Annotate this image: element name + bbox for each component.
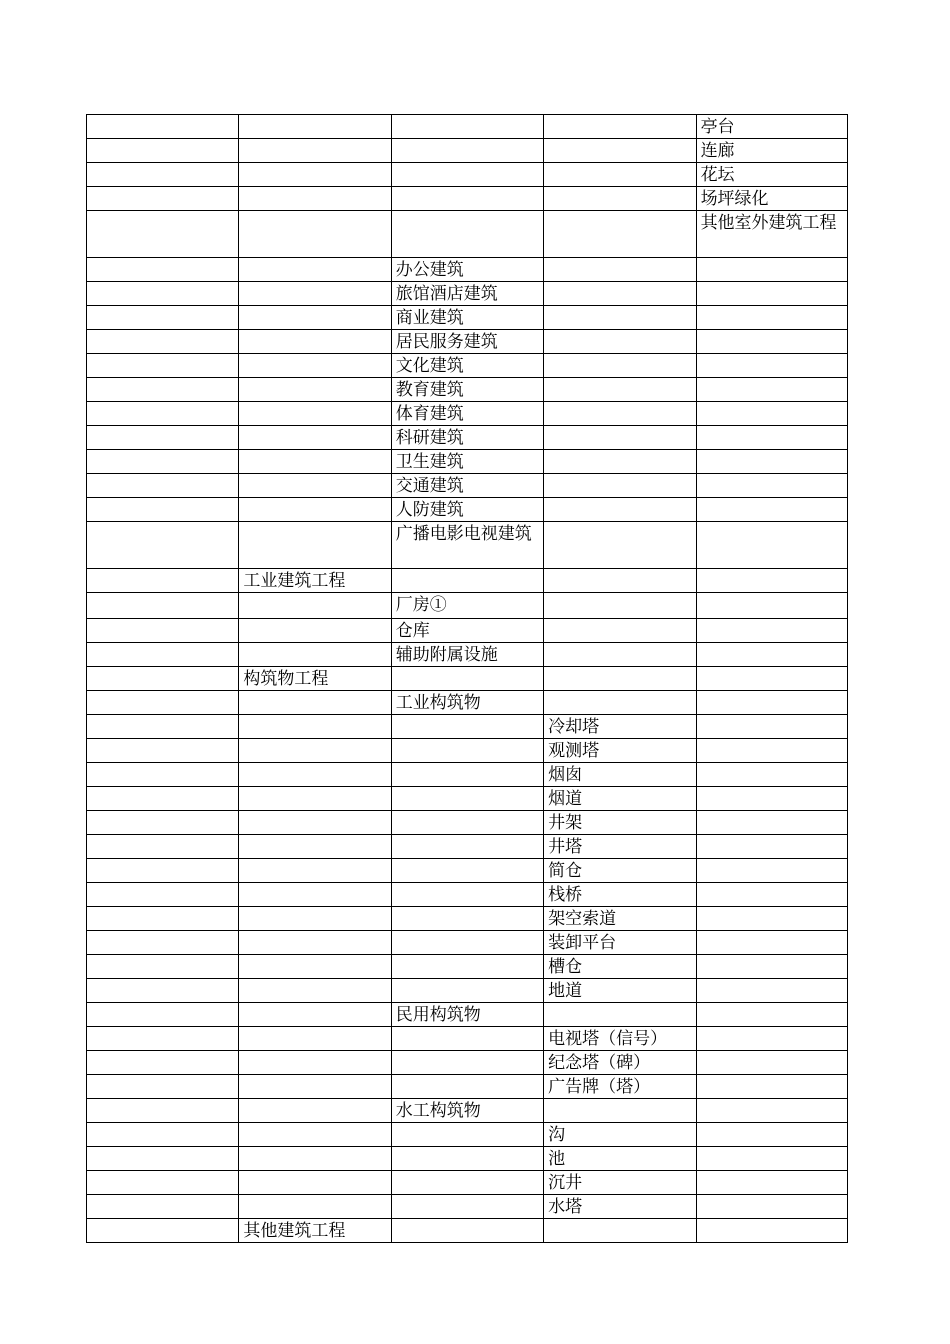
table-cell — [239, 1003, 391, 1027]
table-cell — [391, 883, 543, 907]
table-body — [87, 115, 848, 1243]
table-cell: 文化建筑 — [391, 354, 543, 378]
table-row — [87, 835, 848, 859]
table-cell — [239, 739, 391, 763]
table-cell — [239, 859, 391, 883]
table-cell — [544, 378, 696, 402]
table-cell — [391, 787, 543, 811]
table-cell — [87, 1171, 239, 1195]
table-cell: 工业建筑工程 — [239, 569, 391, 593]
table-cell — [544, 522, 696, 569]
table-cell — [87, 739, 239, 763]
table-cell: 居民服务建筑 — [391, 330, 543, 354]
table-cell — [696, 306, 847, 330]
table-cell — [87, 715, 239, 739]
table-cell — [544, 1099, 696, 1123]
table-cell — [544, 1219, 696, 1243]
table-cell — [87, 667, 239, 691]
table-cell — [696, 1123, 847, 1147]
table-cell — [696, 354, 847, 378]
table-row — [87, 763, 848, 787]
table-row — [87, 1075, 848, 1099]
table-cell — [239, 1195, 391, 1219]
table-cell — [391, 211, 543, 258]
table-cell: 卫生建筑 — [391, 450, 543, 474]
table-cell — [87, 211, 239, 258]
table-cell — [544, 163, 696, 187]
table-cell — [391, 739, 543, 763]
table-cell — [391, 1219, 543, 1243]
table-cell — [696, 1195, 847, 1219]
table-cell — [239, 907, 391, 931]
table-cell — [544, 211, 696, 258]
table-cell — [87, 450, 239, 474]
table-cell — [696, 859, 847, 883]
table-cell — [87, 306, 239, 330]
table-cell — [544, 115, 696, 139]
table-cell — [696, 811, 847, 835]
table-cell — [87, 931, 239, 955]
table-cell — [239, 402, 391, 426]
table-cell: 冷却塔 — [544, 715, 696, 739]
table-cell — [696, 667, 847, 691]
table-cell — [87, 619, 239, 643]
table-row — [87, 643, 848, 667]
table-row — [87, 1099, 848, 1123]
table-cell — [544, 667, 696, 691]
table-row — [87, 1171, 848, 1195]
table-cell — [87, 811, 239, 835]
table-cell — [239, 883, 391, 907]
table-cell — [87, 787, 239, 811]
table-cell: 广告牌（塔） — [544, 1075, 696, 1099]
table-cell — [239, 835, 391, 859]
table-row — [87, 907, 848, 931]
table-cell — [391, 715, 543, 739]
table-cell: 构筑物工程 — [239, 667, 391, 691]
table-cell — [696, 1171, 847, 1195]
table-row — [87, 859, 848, 883]
table-cell — [87, 955, 239, 979]
table-cell — [391, 1147, 543, 1171]
table-cell — [696, 643, 847, 667]
table-cell — [696, 593, 847, 619]
table-cell — [544, 619, 696, 643]
table-cell — [544, 306, 696, 330]
table-cell: 池 — [544, 1147, 696, 1171]
table-row — [87, 378, 848, 402]
table-cell — [696, 1219, 847, 1243]
table-cell — [544, 354, 696, 378]
table-cell — [391, 955, 543, 979]
table-cell: 沉井 — [544, 1171, 696, 1195]
table-cell — [87, 1099, 239, 1123]
table-cell — [239, 619, 391, 643]
table-cell — [87, 859, 239, 883]
table-cell: 民用构筑物 — [391, 1003, 543, 1027]
table-cell — [87, 1219, 239, 1243]
table-cell — [239, 378, 391, 402]
table-cell — [239, 811, 391, 835]
table-cell — [239, 498, 391, 522]
table-cell — [696, 258, 847, 282]
table-cell — [239, 306, 391, 330]
table-cell — [391, 139, 543, 163]
table-cell — [87, 1003, 239, 1027]
table-cell — [239, 715, 391, 739]
table-row — [87, 1219, 848, 1243]
table-cell — [239, 211, 391, 258]
table-cell — [391, 569, 543, 593]
table-cell — [544, 139, 696, 163]
table-cell: 旅馆酒店建筑 — [391, 282, 543, 306]
table-row — [87, 619, 848, 643]
table-cell — [696, 979, 847, 1003]
table-cell — [544, 691, 696, 715]
table-cell — [239, 1123, 391, 1147]
table-row — [87, 715, 848, 739]
table-cell — [696, 402, 847, 426]
table-row — [87, 211, 848, 258]
table-cell — [391, 1195, 543, 1219]
table-cell: 槽仓 — [544, 955, 696, 979]
table-cell — [87, 643, 239, 667]
table-cell — [239, 139, 391, 163]
table-cell — [696, 691, 847, 715]
table-row — [87, 931, 848, 955]
table-cell — [391, 187, 543, 211]
table-row — [87, 691, 848, 715]
table-cell — [391, 931, 543, 955]
table-cell — [544, 187, 696, 211]
table-cell — [696, 787, 847, 811]
table-cell — [391, 1171, 543, 1195]
table-cell — [544, 258, 696, 282]
table-cell — [87, 1051, 239, 1075]
table-cell — [239, 187, 391, 211]
table-row — [87, 330, 848, 354]
table-cell: 仓库 — [391, 619, 543, 643]
table-cell — [239, 115, 391, 139]
table-cell — [696, 1027, 847, 1051]
table-cell: 工业构筑物 — [391, 691, 543, 715]
table-cell — [87, 498, 239, 522]
table-cell — [544, 426, 696, 450]
table-cell — [544, 282, 696, 306]
table-cell — [87, 1147, 239, 1171]
table-row — [87, 1147, 848, 1171]
table-cell: 水塔 — [544, 1195, 696, 1219]
table-cell — [696, 1147, 847, 1171]
table-cell — [696, 883, 847, 907]
table-cell: 栈桥 — [544, 883, 696, 907]
table-cell — [87, 763, 239, 787]
table-row — [87, 1051, 848, 1075]
table-cell — [391, 907, 543, 931]
table-cell — [544, 569, 696, 593]
table-cell — [696, 282, 847, 306]
table-cell — [239, 330, 391, 354]
table-row — [87, 1003, 848, 1027]
table-cell: 场坪绿化 — [696, 187, 847, 211]
table-cell — [239, 1051, 391, 1075]
table-cell: 交通建筑 — [391, 474, 543, 498]
table-cell — [696, 619, 847, 643]
table-cell — [239, 354, 391, 378]
table-cell — [239, 282, 391, 306]
table-cell — [544, 474, 696, 498]
table-cell — [239, 522, 391, 569]
table-cell: 观测塔 — [544, 739, 696, 763]
table-cell — [87, 1123, 239, 1147]
table-cell — [544, 643, 696, 667]
table-cell — [696, 835, 847, 859]
table-cell: 科研建筑 — [391, 426, 543, 450]
table-cell — [239, 426, 391, 450]
table-cell: 烟道 — [544, 787, 696, 811]
table-cell — [696, 474, 847, 498]
table-cell — [87, 1195, 239, 1219]
table-cell: 装卸平台 — [544, 931, 696, 955]
table-cell — [239, 1147, 391, 1171]
table-row — [87, 258, 848, 282]
table-cell — [696, 1099, 847, 1123]
table-cell: 广播电影电视建筑 — [391, 522, 543, 569]
table-cell — [87, 354, 239, 378]
table-cell — [239, 931, 391, 955]
table-cell — [696, 569, 847, 593]
table-cell — [87, 163, 239, 187]
table-cell: 其他室外建筑工程 — [696, 211, 847, 258]
table-cell — [696, 715, 847, 739]
table-cell: 商业建筑 — [391, 306, 543, 330]
table-cell: 体育建筑 — [391, 402, 543, 426]
table-cell: 井架 — [544, 811, 696, 835]
table-cell — [696, 522, 847, 569]
table-cell — [87, 1075, 239, 1099]
table-row — [87, 979, 848, 1003]
table-cell: 沟 — [544, 1123, 696, 1147]
table-cell — [696, 955, 847, 979]
table-cell — [87, 330, 239, 354]
table-cell — [239, 955, 391, 979]
table-cell — [696, 1003, 847, 1027]
table-cell — [87, 569, 239, 593]
table-cell — [391, 1051, 543, 1075]
table-row — [87, 522, 848, 569]
table-cell: 烟囱 — [544, 763, 696, 787]
table-cell: 地道 — [544, 979, 696, 1003]
table-cell: 架空索道 — [544, 907, 696, 931]
table-cell — [391, 115, 543, 139]
table-cell — [696, 1051, 847, 1075]
table-cell — [239, 474, 391, 498]
table-cell — [239, 763, 391, 787]
table-cell — [239, 1099, 391, 1123]
table-cell — [87, 258, 239, 282]
table-cell — [239, 643, 391, 667]
table-row — [87, 426, 848, 450]
table-cell — [696, 378, 847, 402]
table-row — [87, 163, 848, 187]
table-cell: 亭台 — [696, 115, 847, 139]
table-cell — [239, 593, 391, 619]
table-cell — [696, 498, 847, 522]
table-cell — [391, 163, 543, 187]
table-cell: 厂房① — [391, 593, 543, 619]
table-cell: 其他建筑工程 — [239, 1219, 391, 1243]
table-row — [87, 474, 848, 498]
table-cell — [239, 1171, 391, 1195]
table-cell — [544, 402, 696, 426]
table-cell — [391, 763, 543, 787]
table-cell: 连廊 — [696, 139, 847, 163]
table-cell: 水工构筑物 — [391, 1099, 543, 1123]
table-cell — [391, 979, 543, 1003]
table-row — [87, 306, 848, 330]
table-row — [87, 498, 848, 522]
table-cell — [239, 258, 391, 282]
table-cell — [239, 163, 391, 187]
table-cell — [544, 1003, 696, 1027]
table-row — [87, 955, 848, 979]
table-row — [87, 115, 848, 139]
table-cell — [696, 739, 847, 763]
table-row — [87, 787, 848, 811]
table-cell — [87, 883, 239, 907]
table-cell — [391, 667, 543, 691]
table-cell — [696, 931, 847, 955]
table-cell: 教育建筑 — [391, 378, 543, 402]
table-cell — [391, 859, 543, 883]
table-cell — [87, 474, 239, 498]
table-cell — [87, 522, 239, 569]
table-row — [87, 139, 848, 163]
table-cell — [87, 426, 239, 450]
table-cell — [87, 1027, 239, 1051]
table-row — [87, 811, 848, 835]
table-cell: 简仓 — [544, 859, 696, 883]
table-row — [87, 883, 848, 907]
table-cell — [544, 498, 696, 522]
table-cell — [87, 979, 239, 1003]
table-cell: 人防建筑 — [391, 498, 543, 522]
table-cell — [544, 593, 696, 619]
table-cell — [391, 1027, 543, 1051]
table-cell — [239, 1075, 391, 1099]
table-row — [87, 1027, 848, 1051]
table-row — [87, 593, 848, 619]
table-row — [87, 739, 848, 763]
table-cell — [87, 593, 239, 619]
table-row — [87, 1195, 848, 1219]
table-cell — [239, 1027, 391, 1051]
table-cell — [391, 1075, 543, 1099]
table-cell — [696, 426, 847, 450]
table-cell — [87, 139, 239, 163]
table-row — [87, 1123, 848, 1147]
table-cell — [696, 450, 847, 474]
table-cell: 花坛 — [696, 163, 847, 187]
table-row — [87, 450, 848, 474]
classification-table — [86, 114, 848, 1243]
table-row — [87, 402, 848, 426]
table-cell — [239, 450, 391, 474]
table-row — [87, 667, 848, 691]
table-cell — [87, 187, 239, 211]
table-cell — [544, 450, 696, 474]
table-cell — [391, 1123, 543, 1147]
table-cell — [391, 811, 543, 835]
table-cell — [239, 979, 391, 1003]
table-cell: 办公建筑 — [391, 258, 543, 282]
table-cell — [87, 402, 239, 426]
table-cell — [87, 115, 239, 139]
table-cell — [239, 787, 391, 811]
table-row — [87, 569, 848, 593]
table-cell — [87, 378, 239, 402]
table-row — [87, 354, 848, 378]
table-cell — [696, 907, 847, 931]
table-cell: 纪念塔（碑） — [544, 1051, 696, 1075]
table-cell — [696, 763, 847, 787]
table-cell — [87, 282, 239, 306]
table-cell — [87, 691, 239, 715]
table-cell — [696, 330, 847, 354]
table-cell: 电视塔（信号） — [544, 1027, 696, 1051]
table-row — [87, 187, 848, 211]
table-cell — [87, 907, 239, 931]
table-row — [87, 282, 848, 306]
table-cell — [696, 1075, 847, 1099]
table-cell — [87, 835, 239, 859]
table-cell — [544, 330, 696, 354]
table-cell: 辅助附属设施 — [391, 643, 543, 667]
table-cell: 井塔 — [544, 835, 696, 859]
table-cell — [239, 691, 391, 715]
table-cell — [391, 835, 543, 859]
